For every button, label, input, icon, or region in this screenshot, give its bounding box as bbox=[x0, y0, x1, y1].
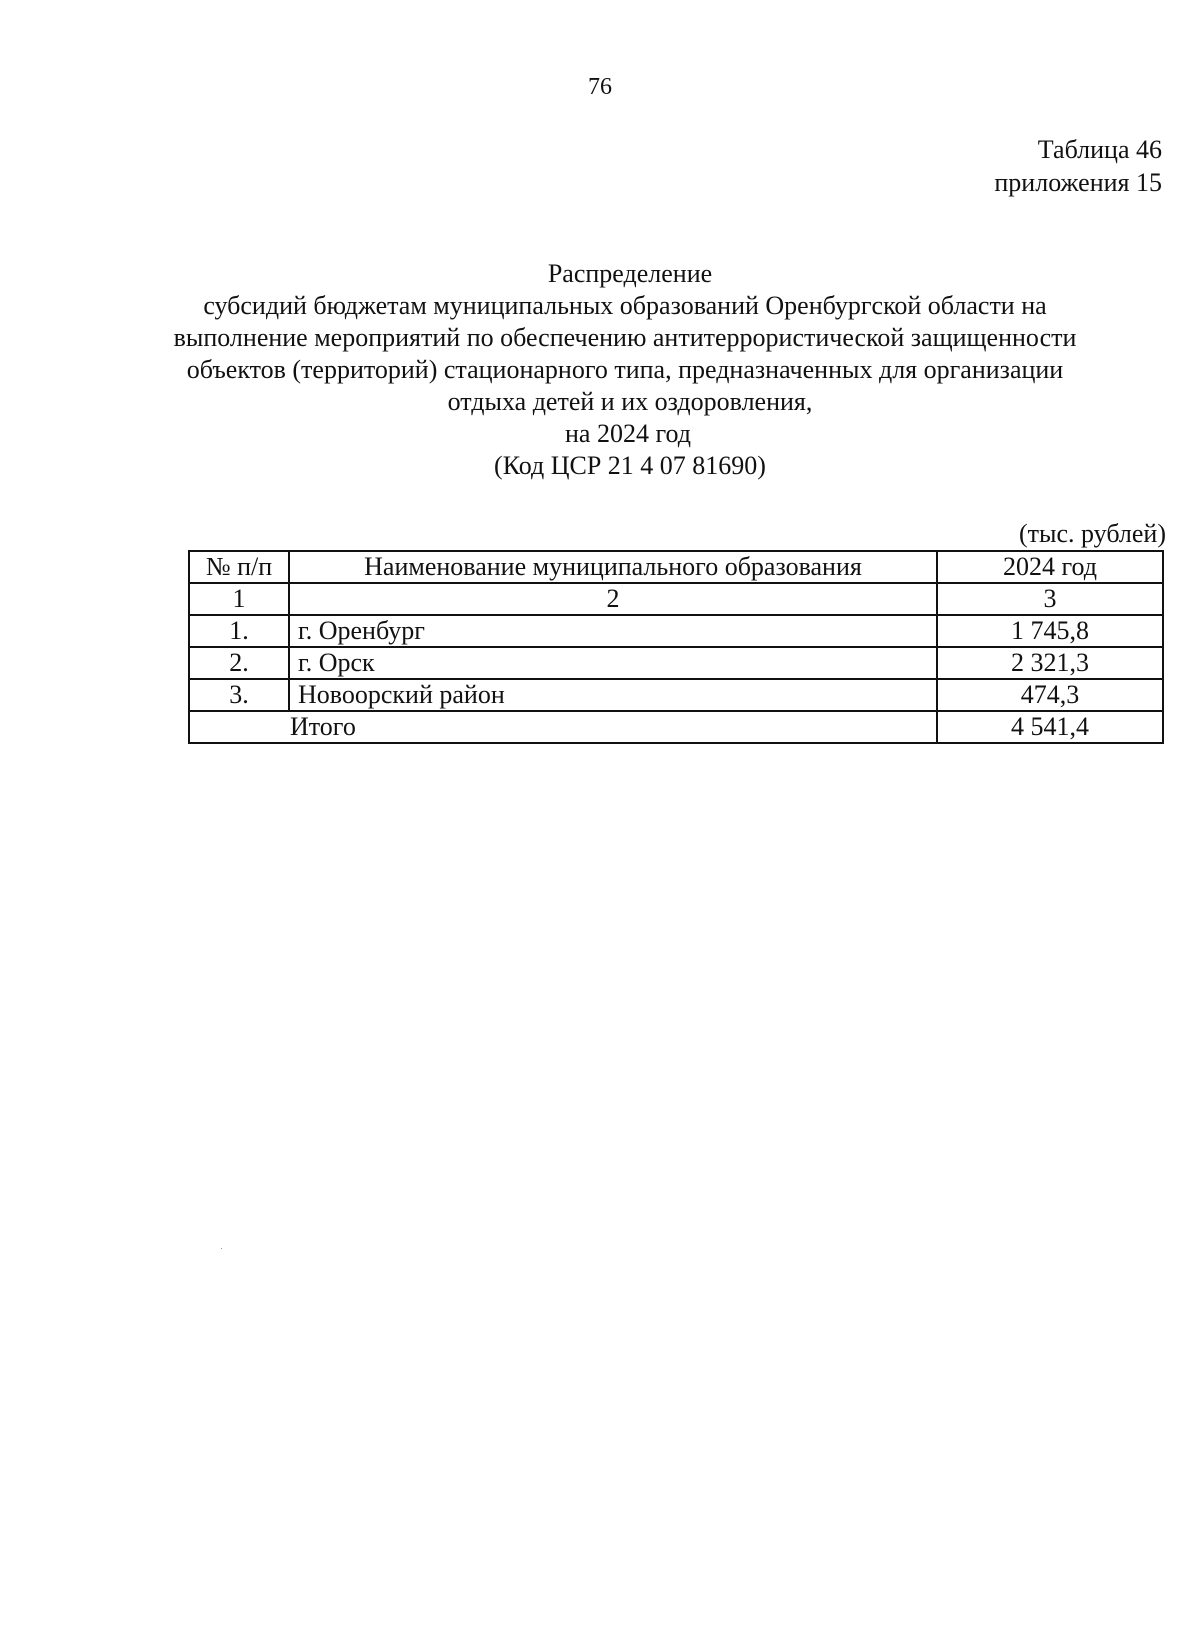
total-row bbox=[189, 711, 1163, 743]
heading-line-4: объектов (территорий) стационарного типа, предназначенных для организации bbox=[186, 355, 1064, 384]
table-row bbox=[189, 615, 1163, 647]
heading-line-5: отдыха детей и их оздоровления, bbox=[447, 387, 813, 416]
heading-line-6: на 2024 год bbox=[565, 419, 691, 448]
column-number-3: 3 bbox=[937, 583, 1163, 615]
page-number: 76 bbox=[588, 74, 612, 100]
document-heading bbox=[0, 258, 1200, 482]
table-row bbox=[189, 679, 1163, 711]
table-header-row bbox=[189, 551, 1163, 583]
row-name: г. Орск bbox=[289, 647, 937, 679]
heading-line-7: (Код ЦСР 21 4 07 81690) bbox=[494, 451, 766, 480]
header-name: Наименование муниципального образования bbox=[289, 551, 937, 583]
total-label: Итого bbox=[189, 711, 937, 743]
table-ref-line-1: Таблица 46 bbox=[1037, 135, 1162, 164]
heading-line-1: Распределение bbox=[547, 259, 713, 288]
row-value: 2 321,3 bbox=[937, 647, 1163, 679]
heading-line-3: выполнение мероприятий по обеспечению антитеррористической защищенности bbox=[173, 323, 1077, 352]
row-num: 1. bbox=[189, 615, 289, 647]
column-number-row bbox=[189, 583, 1163, 615]
table-row bbox=[189, 647, 1163, 679]
units-label: (тыс. рублей) bbox=[1018, 519, 1166, 548]
row-num: 3. bbox=[189, 679, 289, 711]
distribution-table bbox=[188, 550, 1164, 744]
row-num: 2. bbox=[189, 647, 289, 679]
row-name: г. Оренбург bbox=[289, 615, 937, 647]
table-ref-line-2: приложения 15 bbox=[994, 168, 1162, 197]
row-value: 474,3 bbox=[937, 679, 1163, 711]
header-num: № п/п bbox=[189, 551, 289, 583]
scan-speck bbox=[221, 1248, 222, 1249]
row-value: 1 745,8 bbox=[937, 615, 1163, 647]
total-value: 4 541,4 bbox=[937, 711, 1163, 743]
heading-line-2: субсидий бюджетам муниципальных образований Оренбургской области на bbox=[203, 291, 1047, 320]
column-number-1: 1 bbox=[189, 583, 289, 615]
column-number-2: 2 bbox=[289, 583, 937, 615]
header-value: 2024 год bbox=[937, 551, 1163, 583]
row-name: Новоорский район bbox=[289, 679, 937, 711]
table-reference bbox=[994, 133, 1162, 199]
